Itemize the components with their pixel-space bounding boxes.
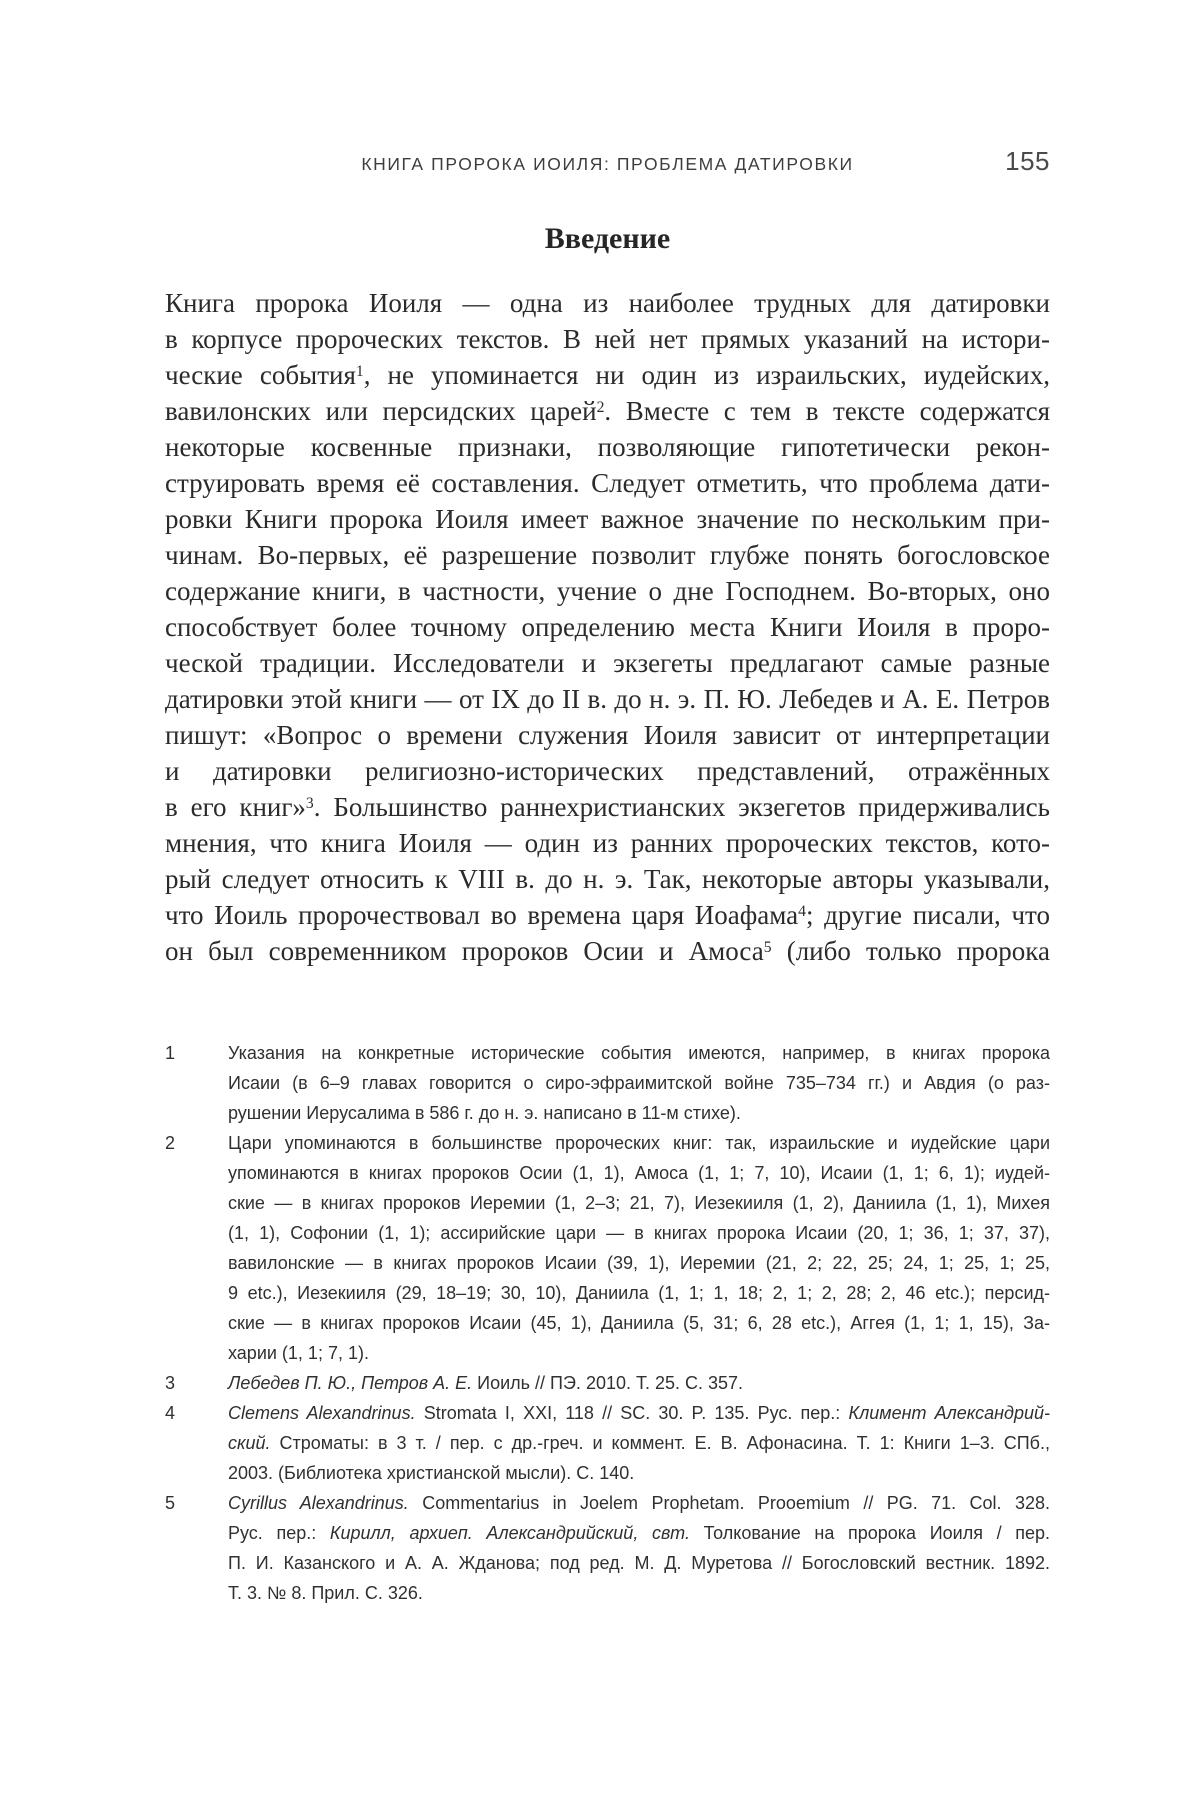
- text-line: [228, 1248, 1050, 1278]
- text-line: [165, 429, 1050, 465]
- text-run: Книга пророка Иоиля — одна из наиболее трудных для датировки: [165, 288, 1050, 318]
- text-line: [228, 1038, 1050, 1068]
- footnote-text: [228, 1038, 1050, 1128]
- text-run: . Большинство раннехристианских экзегетов придерживались: [313, 792, 1050, 822]
- text-line: [165, 609, 1050, 645]
- text-run: Цари упоминаются в большинстве пророческих книг: так, израильские и иудейские цари: [228, 1133, 1050, 1153]
- text-run: Т. 3. № 8. Прил. С. 326.: [228, 1583, 423, 1603]
- text-line: [165, 321, 1050, 357]
- footnote-marker: 2: [596, 399, 605, 417]
- text-line: [165, 933, 1050, 969]
- footnote-number: 4: [165, 1403, 176, 1423]
- text-run: ровки Книги пророка Иоиля имеет важное значение по нескольким при-: [165, 504, 1050, 534]
- footnote-item: [165, 1368, 1050, 1398]
- text-line: [228, 1068, 1050, 1098]
- footnote-text: [228, 1128, 1050, 1368]
- text-run: некоторые косвенные признаки, позволяющие гипотетически рекон-: [165, 432, 1050, 462]
- text-run: ческой традиции. Исследователи и экзегеты предлагают самые разные: [165, 648, 1050, 678]
- section-title: Введение: [544, 222, 671, 255]
- footnote-item: [165, 1128, 1050, 1368]
- text-line: [228, 1098, 1050, 1128]
- text-line: [228, 1368, 1050, 1398]
- text-run: Рус. пер.:: [228, 1523, 330, 1543]
- text-run: Иоиль // ПЭ. 2010. Т. 25. С. 357.: [472, 1373, 744, 1393]
- text-line: [228, 1338, 1050, 1368]
- text-run: П. И. Казанского и А. А. Жданова; под ред. М. Д. Муретова // Богословский вестник. 1892.: [228, 1553, 1050, 1573]
- text-run: (либо только пророка: [771, 936, 1050, 966]
- text-line: [165, 465, 1050, 501]
- text-line: [228, 1158, 1050, 1188]
- footnote-text: [228, 1488, 1050, 1608]
- footnote-number: 5: [165, 1493, 176, 1513]
- body-paragraph: [165, 285, 1050, 969]
- text-run: , не упоминается ни один из израильских, иудейских,: [363, 360, 1050, 390]
- text-line: [228, 1488, 1050, 1518]
- text-line: [228, 1578, 1050, 1608]
- text-run: Clemens Alexandrinus.: [228, 1403, 416, 1423]
- footnote-marker: 5: [763, 939, 772, 957]
- footnote-marker: 4: [798, 903, 806, 921]
- text-line: [228, 1518, 1050, 1548]
- text-run: что Иоиль пророчествовал во времена царя Иоафама: [165, 900, 799, 930]
- text-run: ские — в книгах пророков Исаии (45, 1), Даниила (5, 31; 6, 28 etc.), Аггея (1, 1; 1, 15), За-: [228, 1313, 1050, 1333]
- text-run: способствует более точному определению места Книги Иоиля в проро-: [165, 612, 1050, 642]
- footnote-item: [165, 1038, 1050, 1128]
- text-run: ; другие писали, что: [805, 900, 1050, 930]
- text-run: мнения, что книга Иоиля — один из ранних пророческих текстов, кото-: [165, 828, 1050, 858]
- page-number: 155: [1005, 146, 1050, 176]
- text-line: [228, 1188, 1050, 1218]
- text-line: [228, 1218, 1050, 1248]
- text-run: ские — в книгах пророков Иеремии (1, 2–3; 21, 7), Иезекииля (1, 2), Даниила (1, 1), Михея: [228, 1193, 1050, 1213]
- text-run: Исаии (в 6–9 главах говорится о сиро-эфраимитской войне 735–734 гг.) и Авдия (о раз-: [228, 1073, 1050, 1093]
- text-run: 9 etc.), Иезекииля (29, 18–19; 30, 10), Даниила (1, 1; 1, 18; 2, 1; 2, 28; 2, 46 etc.); персид-: [228, 1283, 1050, 1303]
- text-line: [228, 1308, 1050, 1338]
- text-line: [165, 753, 1050, 789]
- text-run: струировать время её составления. Следует отметить, что проблема дати-: [165, 468, 1050, 498]
- text-run: Stromata I, XXI, 118 // SC. 30. P. 135. Рус. пер.:: [415, 1403, 849, 1423]
- text-line: [165, 681, 1050, 717]
- text-line: [165, 717, 1050, 753]
- text-line: [228, 1548, 1050, 1578]
- text-line: [165, 393, 1050, 429]
- text-run: и датировки религиозно-исторических представлений, отражённых: [165, 756, 1050, 786]
- footnote-number: 2: [165, 1133, 176, 1153]
- text-run: рушении Иерусалима в 586 г. до н. э. написано в 11-м стихе).: [228, 1103, 741, 1123]
- text-run: датировки этой книги — от IX до II в. до н. э. П. Ю. Лебедев и А. Е. Петров: [165, 684, 1050, 714]
- text-line: [165, 897, 1050, 933]
- text-run: (1, 1), Софонии (1, 1); ассирийские цари — в книгах пророка Исаии (20, 1; 36, 1; 37, 37),: [228, 1223, 1050, 1243]
- running-head: [165, 146, 1050, 182]
- text-run: Указания на конкретные исторические события имеются, например, в книгах пророка: [228, 1043, 1050, 1063]
- footnote-number: 3: [165, 1373, 176, 1393]
- footnote-item: [165, 1398, 1050, 1488]
- text-run: Кирилл, архиеп. Александрийский, свт.: [329, 1523, 690, 1543]
- text-run: чинам. Во-первых, её разрешение позволит глубже понять богословское: [165, 540, 1050, 570]
- footnote-text: [228, 1398, 1050, 1488]
- footnote-marker: 3: [305, 795, 314, 813]
- text-run: упоминаются в книгах пророков Осии (1, 1), Амоса (1, 1; 7, 10), Исаии (1, 1; 6, 1); иудей-: [228, 1163, 1050, 1183]
- text-run: пишут: «Вопрос о времени служения Иоиля зависит от интерпретации: [165, 720, 1050, 750]
- text-line: [165, 861, 1050, 897]
- text-run: Климент Александрий-: [848, 1403, 1050, 1423]
- text-line: [165, 573, 1050, 609]
- text-line: [165, 357, 1050, 393]
- text-run: Cyrillus Alexandrinus.: [228, 1493, 409, 1513]
- text-run: вавилонские — в книгах пророков Исаии (39, 1), Иеремии (21, 2; 22, 25; 24, 1; 25, 1; 25,: [228, 1253, 1050, 1273]
- text-run: ческие события: [165, 360, 356, 390]
- text-line: [228, 1428, 1050, 1458]
- text-run: в корпусе пророческих текстов. В ней нет прямых указаний на истори-: [165, 324, 1050, 354]
- footnote-marker: 1: [355, 363, 364, 381]
- text-run: ский.: [228, 1433, 271, 1453]
- text-line: [228, 1278, 1050, 1308]
- text-run: харии (1, 1; 7, 1).: [228, 1343, 369, 1363]
- footnote-text: [228, 1368, 1050, 1398]
- text-run: Лебедев П. Ю., Петров А. Е.: [228, 1373, 473, 1393]
- text-run: содержание книги, в частности, учение о дне Господнем. Во-вторых, оно: [165, 576, 1050, 606]
- text-run: вавилонских или персидских царей: [165, 396, 597, 426]
- text-line: [228, 1128, 1050, 1158]
- footnote-item: [165, 1488, 1050, 1608]
- text-run: Commentarius in Joelem Prophetam. Prooemium // PG. 71. Col. 328.: [408, 1493, 1050, 1513]
- text-line: [165, 789, 1050, 825]
- text-line: [165, 645, 1050, 681]
- text-run: 2003. (Библиотека христианской мысли). С. 140.: [228, 1463, 635, 1483]
- text-line: [165, 285, 1050, 321]
- text-run: Строматы: в 3 т. / пер. с др.-греч. и коммент. Е. В. Афонасина. Т. 1: Книги 1–3. СПб.,: [270, 1433, 1050, 1453]
- text-line: [165, 501, 1050, 537]
- text-run: Толкование на пророка Иоиля / пер.: [689, 1523, 1051, 1543]
- text-line: [165, 825, 1050, 861]
- footnotes: [165, 1038, 1050, 1608]
- text-line: [228, 1398, 1050, 1428]
- text-run: рый следует относить к VIII в. до н. э. Так, некоторые авторы указывали,: [165, 864, 1050, 894]
- text-run: . Вместе с тем в тексте содержатся: [604, 396, 1050, 426]
- running-title: КНИГА ПРОРОКА ИОИЛЯ: ПРОБЛЕМА ДАТИРОВКИ: [361, 154, 854, 174]
- text-line: [228, 1458, 1050, 1488]
- text-line: [165, 537, 1050, 573]
- footnote-number: 1: [165, 1043, 176, 1063]
- text-run: в его книг»: [165, 792, 306, 822]
- text-run: он был современником пророков Осии и Амоса: [165, 936, 764, 966]
